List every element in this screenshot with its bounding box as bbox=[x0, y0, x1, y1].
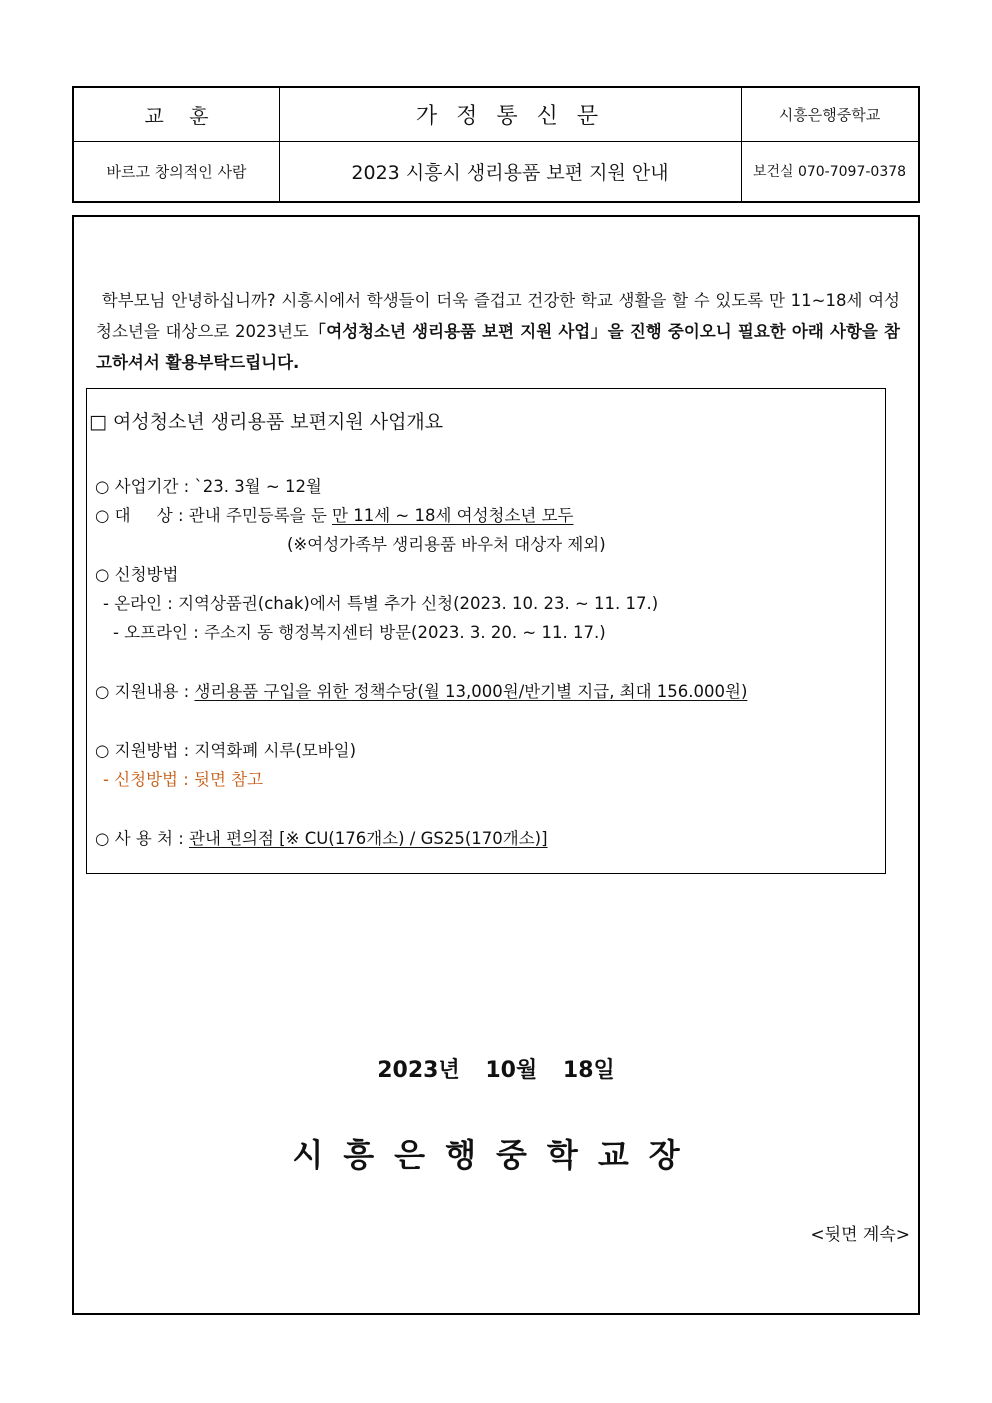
overview-box bbox=[86, 388, 886, 874]
period-value: `23. 3월 ~ 12월 bbox=[194, 477, 322, 496]
newsletter-title: 가 정 통 신 문 bbox=[415, 104, 605, 129]
contact-number: 보건실 070-7097-0378 bbox=[752, 164, 907, 180]
notice-body bbox=[72, 215, 920, 1315]
target-value: 만 11세 ~ 18세 여성청소년 모두 bbox=[332, 506, 574, 525]
target-prefix: 관내 주민등록을 둔 bbox=[188, 506, 333, 525]
apply-online: - 온라인 : 지역상품권(chak)에서 특별 추가 신청(2023. 10. 23. ~ 11. 17.) bbox=[103, 594, 659, 613]
period-label: ○ 사업기간 : bbox=[95, 477, 195, 496]
support-label: ○ 지원내용 : bbox=[95, 682, 195, 701]
school-name: 시흥은행중학교 bbox=[778, 106, 881, 124]
intro-text: 학부모님 안녕하십니까? 시흥시에서 학생들이 더욱 즐겁고 건강한 학교 생활을 할 수 있도록 만 11~18세 여성 청소년을 대상으로 2023년도 bbox=[96, 291, 900, 341]
target-label: ○ 대 상 : bbox=[95, 506, 189, 525]
intro-paragraph bbox=[96, 285, 900, 378]
method-note: - 신청방법 : 뒷면 참고 bbox=[103, 770, 264, 789]
principal-signature: 시흥은행중학교장 bbox=[292, 1136, 700, 1174]
support-row bbox=[95, 678, 747, 702]
header-table bbox=[72, 86, 920, 203]
apply-offline: - 오프라인 : 주소지 동 행정복지센터 방문(2023. 3. 20. ~ 11. 17.) bbox=[113, 623, 606, 642]
apply-label: ○ 신청방법 bbox=[95, 565, 179, 584]
support-value: 생리용품 구입을 위한 정책수당(월 13,000원/반기별 지급, 최대 156.000원) bbox=[194, 682, 748, 701]
usage-label: ○ 사 용 처 : bbox=[95, 829, 189, 848]
target-row bbox=[95, 502, 573, 526]
usage-row bbox=[95, 825, 548, 849]
usage-value: 관내 편의점 [※ CU(176개소) / GS25(170개소)] bbox=[189, 829, 548, 848]
period-row bbox=[95, 473, 322, 497]
notice-subject: 2023 시흥시 생리용품 보편 지원 안내 bbox=[351, 161, 669, 184]
intro-bold-tail: 을 진행 중이오니 필요한 아래 사항을 참고하셔서 활용부탁드립니다. bbox=[96, 322, 900, 372]
motto-label: 교 훈 bbox=[144, 104, 209, 128]
target-note: (※여성가족부 생리용품 바우처 대상자 제외) bbox=[287, 535, 606, 554]
motto-value: 바르고 창의적인 사람 bbox=[106, 162, 247, 181]
method-label: ○ 지원방법 : 지역화폐 시루(모바일) bbox=[95, 741, 357, 760]
program-name: 「여성청소년 생리용품 보편 지원 사업」 bbox=[308, 322, 608, 341]
continued-note: <뒷면 계속> bbox=[810, 1225, 910, 1245]
overview-heading: □ 여성청소년 생리용품 보편지원 사업개요 bbox=[89, 411, 444, 433]
issue-date: 2023년 10월 18일 bbox=[377, 1058, 615, 1083]
